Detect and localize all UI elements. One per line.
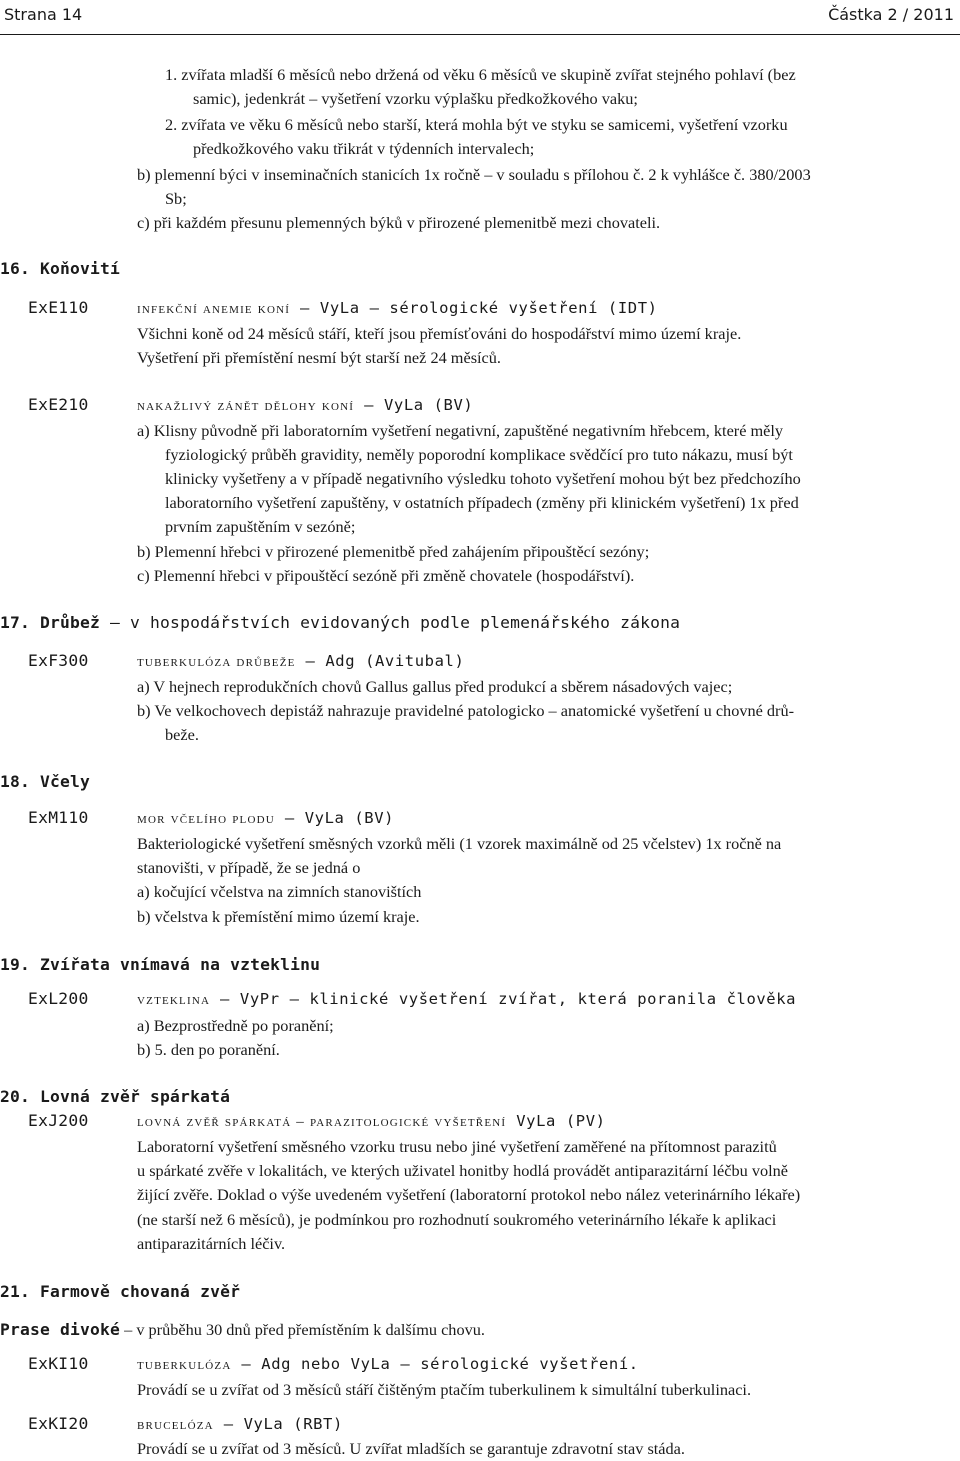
entry-title: mor včelího plodu – VyLa (BV) bbox=[137, 809, 395, 827]
entry-text: prvním zapuštěním v sezóně; bbox=[165, 517, 356, 536]
section-heading: 21. Farmově chovaná zvěř bbox=[0, 1282, 241, 1301]
entry-title: brucelóza – VyLa (RBT) bbox=[137, 1415, 343, 1433]
entry-text: a) V hejnech reprodukčních chovů Gallus gallus před produkcí a sběrem násadových vajec; bbox=[137, 677, 733, 696]
issue-number: Částka 2 / 2011 bbox=[828, 5, 954, 24]
section-heading: 20. Lovná zvěř spárkatá bbox=[0, 1087, 231, 1106]
entry-title: tuberkulóza drůbeže – Adg (Avitubal) bbox=[137, 652, 465, 670]
code-label: ExJ200 bbox=[28, 1111, 89, 1130]
entry-title: vzteklina – VyPr – klinické vyšetření zvířat, která poranila člověka bbox=[137, 990, 797, 1008]
list-item: b) plemenní býci v inseminačních stanicích 1x ročně – v souladu s přílohou č. 2 k vyhlášce č. 380/2003 bbox=[137, 165, 811, 184]
entry-text: Provádí se u zvířat od 3 měsíců stáří čištěným ptačím tuberkulinem k simultální tuberkulinaci. bbox=[137, 1380, 752, 1399]
species-line: Prase divoké – v průběhu 30 dnů před přemístěním k dalšímu chovu. bbox=[0, 1320, 485, 1339]
entry-text: antiparazitárních léčiv. bbox=[137, 1234, 286, 1253]
entry-text: b) včelstva k přemístění mimo území kraje. bbox=[137, 907, 420, 926]
entry-text: klinicky vyšetřeny a v případě negativního výsledku tohoto vyšetření mohou být bez předchozího bbox=[165, 469, 801, 488]
entry-text: Laboratorní vyšetření směsného vzorku trusu nebo jiné vyšetření zaměřené na přítomnost parazitů bbox=[137, 1137, 777, 1156]
section-heading: 16. Koňovití bbox=[0, 259, 121, 278]
code-label: ExF300 bbox=[28, 651, 89, 670]
list-item-cont: samic), jedenkrát – vyšetření vzorku výplašku předkožkového vaku; bbox=[193, 89, 638, 108]
section-heading: 18. Včely bbox=[0, 772, 91, 791]
entry-title: infekční anemie koní – VyLa – sérologické vyšetření (IDT) bbox=[137, 299, 658, 317]
entry-title: nakažlivý zánět dělohy koní – VyLa (BV) bbox=[137, 396, 474, 414]
code-label: ExKI10 bbox=[28, 1354, 89, 1373]
entry-text: u spárkaté zvěře v lokalitách, ve kterých uživatel honitby hodlá provádět antiparazitární léčbu volně bbox=[137, 1161, 788, 1180]
entry-text: fyziologický průběh gravidity, neměly poporodní komplikace svědčící pro tuto nákazu, musí být bbox=[165, 445, 793, 464]
code-label: ExM110 bbox=[28, 808, 89, 827]
code-label: ExE210 bbox=[28, 395, 89, 414]
page-number: Strana 14 bbox=[4, 5, 83, 24]
entry-text: b) Ve velkochovech depistáž nahrazuje pravidelné patologicko – anatomické vyšetření u chovné drů- bbox=[137, 701, 795, 720]
section-heading: 19. Zvířata vnímavá na vzteklinu bbox=[0, 955, 321, 974]
entry-text: beže. bbox=[165, 725, 199, 744]
list-item: c) při každém přesunu plemenných býků v přirozené plemenitbě mezi chovateli. bbox=[137, 213, 661, 232]
entry-text: Bakteriologické vyšetření směsných vzorků měli (1 vzorek maximálně od 25 včelstev) 1x ročně na bbox=[137, 834, 782, 853]
entry-text: Všichni koně od 24 měsíců stáří, kteří jsou přemísťováni do hospodářství mimo území kraje. bbox=[137, 324, 742, 343]
list-item: 2. zvířata ve věku 6 měsíců nebo starší, která mohla být ve styku se samicemi, vyšetření vzorku bbox=[165, 115, 788, 134]
entry-text: c) Plemenní hřebci v připouštěcí sezóně při změně chovatele (hospodářství). bbox=[137, 566, 635, 585]
code-label: ExE110 bbox=[28, 298, 89, 317]
list-item: 1. zvířata mladší 6 měsíců nebo držená od věku 6 měsíců ve skupině zvířat stejného pohlaví (bez bbox=[165, 65, 796, 84]
code-label: ExKI20 bbox=[28, 1414, 89, 1433]
entry-text: (ne starší než 6 měsíců), je podmínkou pro rozhodnutí soukromého veterinárního lékaře k aplikaci bbox=[137, 1210, 777, 1229]
page-header bbox=[0, 0, 960, 34]
header-divider bbox=[0, 34, 960, 35]
code-label: ExL200 bbox=[28, 989, 89, 1008]
entry-text: a) Klisny původně při laboratorním vyšetření negativní, zapuštěné negativním hřebcem, které měly bbox=[137, 421, 784, 440]
entry-text: b) Plemenní hřebci v přirozené plemenitbě před zahájením připouštěcí sezóny; bbox=[137, 542, 650, 561]
entry-text: a) Bezprostředně po poranění; bbox=[137, 1016, 334, 1035]
entry-text: Provádí se u zvířat od 3 měsíců. U zvířat mladších se garantuje zdravotní stav stáda. bbox=[137, 1439, 685, 1458]
entry-text: b) 5. den po poranění. bbox=[137, 1040, 280, 1059]
entry-text: žijící zvěře. Doklad o výše uvedeném vyšetření (laboratorní protokol nebo nález veterinárního lékaře) bbox=[137, 1185, 801, 1204]
entry-title: tuberkulóza – Adg nebo VyLa – sérologické vyšetření. bbox=[137, 1355, 639, 1373]
entry-title: lovná zvěř spárkatá – parazitologické vyšetření VyLa (PV) bbox=[137, 1112, 606, 1130]
list-item-cont: předkožkového vaku třikrát v týdenních intervalech; bbox=[193, 139, 535, 158]
section-heading: 17. Drůbež – v hospodářstvích evidovaných podle plemenářského zákona bbox=[0, 613, 681, 632]
list-item-cont: Sb; bbox=[165, 189, 187, 208]
entry-text: Vyšetření při přemístění nesmí být starší než 24 měsíců. bbox=[137, 348, 501, 367]
entry-text: laboratorního vyšetření zapuštěny, v ostatních případech (změny při klinickém vyšetření) 1x před bbox=[165, 493, 799, 512]
entry-text: stanovišti, v případě, že se jedná o bbox=[137, 858, 361, 877]
entry-text: a) kočující včelstva na zimních stanovištích bbox=[137, 882, 422, 901]
